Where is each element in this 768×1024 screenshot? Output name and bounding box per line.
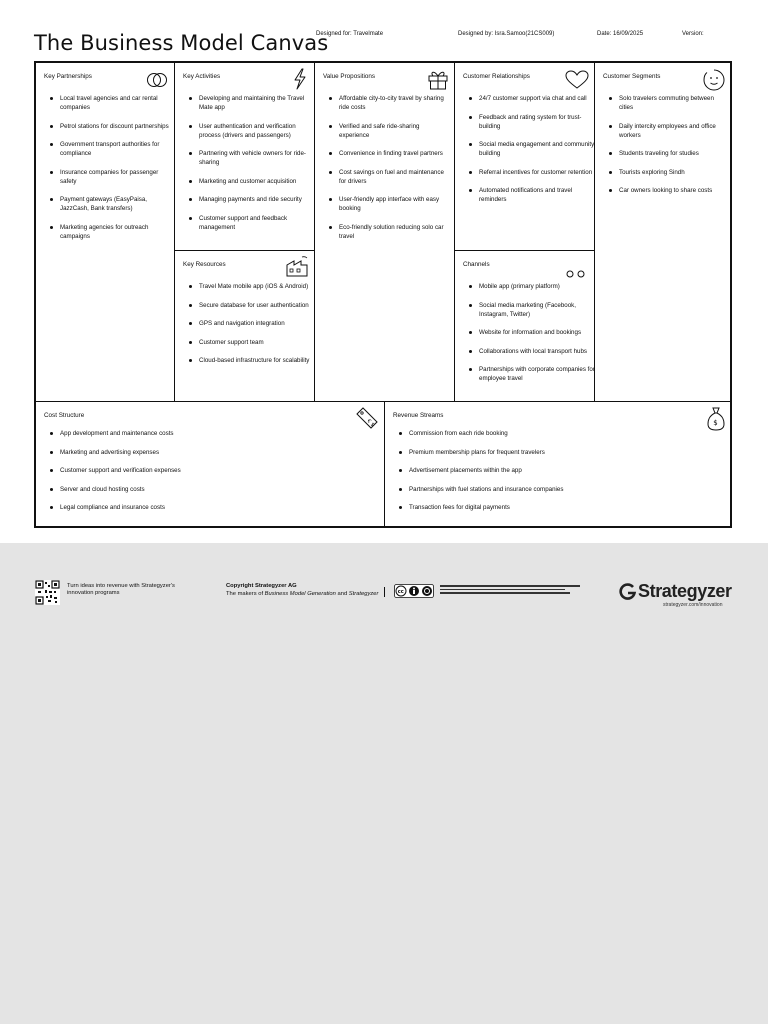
customer-segments-list [595,94,727,205]
list-item: Transaction fees for digital payments [409,503,709,512]
qr-code-icon[interactable] [35,580,60,605]
copyright: Copyright Strategyzer AG [226,583,297,589]
revenue-streams-block [385,402,730,526]
brand-url[interactable]: strategyzer.com/innovation [663,602,723,608]
divider [384,587,385,597]
list-item: Petrol stations for discount partnerships [60,122,169,130]
key-resources-block [175,251,314,401]
tagline-line-1: Turn ideas into revenue with Strategyzer's [67,583,175,589]
version: Version: [682,31,704,37]
designed-for: Designed for: Travelmate [316,31,384,37]
list-item: Students traveling for studies [619,149,727,158]
customer-segments-block [595,63,730,401]
makers-book-1[interactable]: Business Model Generation [264,591,336,597]
list-item: Cost savings on fuel and maintenance for drivers [339,168,451,186]
customer-relationships-block [455,63,594,250]
svg-text:$: $ [713,419,718,427]
list-item: Server and cloud hosting costs [60,485,360,494]
key-partnerships-list [36,94,170,250]
channels-title: Channels [463,261,490,268]
list-item: Payment gateways (EasyPaisa, JazzCash, Bank transfers) [60,195,170,213]
list-item: Tourists exploring Sindh [619,168,727,177]
list-item: Verified and safe ride-sharing experience [339,122,451,140]
list-item: Partnering with vehicle owners for ride-sharing [199,149,309,167]
strategyzer-brand[interactable]: Strategyzer [638,581,732,601]
gift-icon [427,68,449,90]
tagline-line-2: innovation programs [67,590,120,596]
svg-text:cc: cc [397,589,404,595]
list-item: User-friendly app interface with easy booking [339,195,451,213]
list-item: Local travel agencies and car rental companies [60,94,170,112]
list-item: GPS and navigation integration [199,319,317,328]
cost-structure-title: Cost Structure [44,412,85,419]
key-activities-list [175,94,309,241]
list-item: Marketing and customer acquisition [199,177,309,186]
license-fine-print [440,585,585,596]
list-item: Solo travelers commuting between cities [619,94,727,112]
list-item: Developing and maintaining the Travel Mate app [199,94,309,112]
face-icon [703,69,725,91]
customer-relationships-list [455,94,595,214]
list-item: Marketing and advertising expenses [60,448,360,457]
list-item: Daily intercity employees and office workers [619,122,727,140]
list-item: Eco-friendly solution reducing solo car travel [339,223,451,241]
factory-icon [285,255,309,277]
list-item: Customer support and feedback management [199,214,309,232]
list-item: Commission from each ride booking [409,429,709,438]
key-activities-block [175,63,314,250]
customer-relationships-title: Customer Relationships [463,73,530,80]
list-item: Mobile app (primary platform) [479,282,595,291]
list-item: Feedback and rating system for trust-building [479,113,595,131]
list-item: Government transport authorities for compliance [60,140,170,158]
list-item: Website for information and bookings [479,328,595,337]
price-tag-icon [354,405,380,431]
creative-commons-icon [394,584,434,598]
list-item: Partnerships with corporate companies for employee travel [479,366,595,382]
list-item: Legal compliance and insurance costs [60,503,360,512]
strategyzer-logo-icon [619,583,637,601]
svg-text:€ $: € $ [365,418,376,429]
channels-block [455,251,594,401]
key-resources-list [175,282,317,375]
list-item: Insurance companies for passenger safety [60,168,170,186]
list-item: Premium membership plans for frequent travelers [409,448,709,457]
truck-icon [565,269,587,279]
list-item: Advertisement placements within the app [409,466,709,475]
list-item: 24/7 customer support via chat and call [479,94,595,103]
key-partnerships-title: Key Partnerships [44,73,92,80]
list-item: Partnerships with fuel stations and insurance companies [409,485,709,494]
footer [0,575,768,615]
cost-structure-block [36,402,384,526]
money-bag-icon [707,407,725,431]
customer-segments-title: Customer Segments [603,73,661,80]
list-item: Social media engagement and community building [479,141,595,157]
revenue-streams-list [385,429,709,522]
link-icon [146,69,168,91]
heart-icon [565,70,589,90]
tagline [67,583,175,597]
channels-list [455,282,595,393]
list-item: Social media marketing (Facebook, Instagram, Twitter) [479,301,595,319]
key-activities-title: Key Activities [183,73,221,80]
date: Date: 16/09/2025 [597,31,644,37]
key-partnerships-block [36,63,174,401]
value-propositions-title: Value Propositions [323,73,376,80]
list-item: App development and maintenance costs [60,429,360,438]
makers-line [226,591,378,598]
value-propositions-block [315,63,454,401]
list-item: Collaborations with local transport hubs [479,347,595,356]
makers-prefix: The makers of [226,591,265,597]
page-title: The Business Model Canvas [34,31,329,55]
makers-book-2[interactable]: Strategyzer [348,591,379,597]
list-item: Referral incentives for customer retention [479,168,595,177]
list-item: User authentication and verification process (drivers and passengers) [199,122,309,140]
list-item: Secure database for user authentication [199,301,317,310]
revenue-streams-title: Revenue Streams [393,412,444,419]
list-item: Marketing agencies for outreach campaigns [60,223,170,241]
cost-structure-list [36,429,360,522]
designed-by: Designed by: Isra.Samoo(21CS009) [458,31,555,37]
list-item: Convenience in finding travel partners [339,149,451,158]
list-item: Managing payments and ride security [199,195,309,204]
list-item: Travel Mate mobile app (iOS & Android) [199,282,317,291]
list-item: Affordable city-to-city travel by sharing ride costs [339,94,451,112]
makers-and: and [335,591,349,597]
value-propositions-list [315,94,451,250]
list-item: Customer support team [199,338,317,347]
list-item: Car owners looking to share costs [619,186,727,195]
key-resources-title: Key Resources [183,261,226,268]
business-model-canvas [34,61,732,528]
list-item: Cloud-based infrastructure for scalability [199,356,317,365]
list-item: Automated notifications and travel reminders [479,186,595,204]
lightning-icon [292,68,308,90]
list-item: Customer support and verification expenses [60,466,360,475]
copyright-block [226,583,378,598]
